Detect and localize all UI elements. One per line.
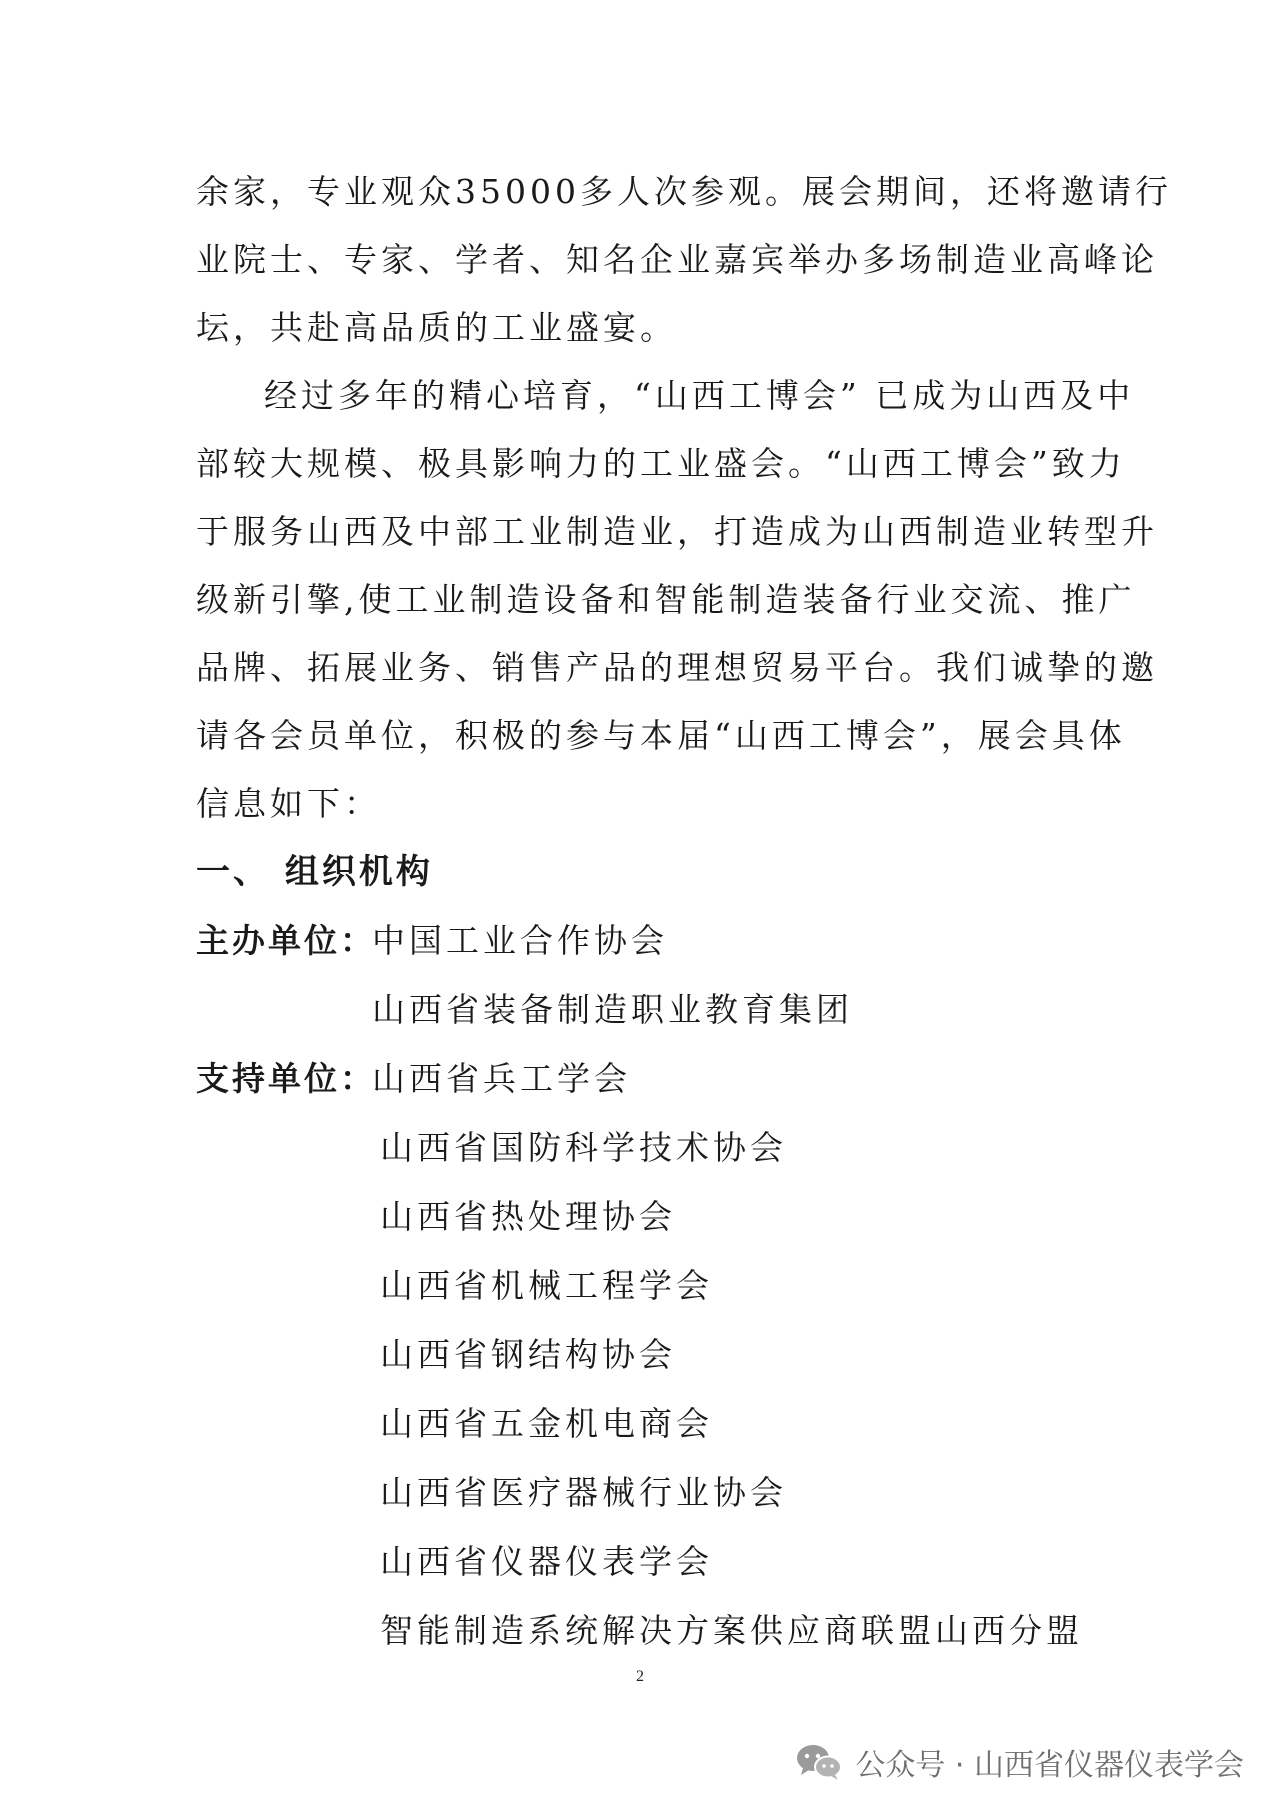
wechat-icon xyxy=(795,1742,843,1782)
supporter-name: 山西省热处理协会 xyxy=(380,1197,676,1236)
supporter-row xyxy=(196,1320,1096,1389)
organizers-label: 主办单位： xyxy=(196,921,376,960)
supporter-row xyxy=(196,1113,1096,1182)
supporter-name: 山西省兵工学会 xyxy=(372,1059,631,1098)
supporter-name: 山西省国防科学技术协会 xyxy=(380,1128,787,1167)
watermark-text: 公众号 · 山西省仪器仪表学会 xyxy=(855,1748,1244,1783)
supporter-row xyxy=(196,1527,1096,1596)
document-body xyxy=(196,158,1172,1665)
supporter-name: 山西省医疗器械行业协会 xyxy=(380,1473,787,1512)
supporter-row xyxy=(196,1044,1096,1113)
wechat-watermark xyxy=(795,1740,1244,1784)
section-heading: 一、 组织机构 xyxy=(196,852,433,892)
supporter-name: 山西省机械工程学会 xyxy=(380,1266,713,1305)
text-line: 业院士、专家、学者、知名企业嘉宾举办多场制造业高峰论 xyxy=(196,240,1158,279)
supporter-row xyxy=(196,1458,1096,1527)
text-line: 余家，专业观众35000多人次参观。展会期间，还将邀请行 xyxy=(196,172,1172,211)
text-line: 品牌、拓展业务、销售产品的理想贸易平台。我们诚挚的邀 xyxy=(196,648,1158,687)
supporter-name: 山西省仪器仪表学会 xyxy=(380,1542,713,1581)
supporters-block xyxy=(196,1044,1096,1665)
organizer-name: 山西省装备制造职业教育集团 xyxy=(372,990,853,1029)
paragraph-continuation xyxy=(196,158,1172,362)
supporter-name: 山西省五金机电商会 xyxy=(380,1404,713,1443)
organizer-name: 中国工业合作协会 xyxy=(372,921,668,960)
text-line: 于服务山西及中部工业制造业，打造成为山西制造业转型升 xyxy=(196,512,1158,551)
supporters-label: 支持单位： xyxy=(196,1059,376,1098)
supporter-name: 山西省钢结构协会 xyxy=(380,1335,676,1374)
organizers-block xyxy=(196,906,1096,1044)
text-line: 部较大规模、极具影响力的工业盛会。“山西工博会”致力 xyxy=(196,444,1126,483)
text-line: 经过多年的精心培育，“山西工博会” 已成为山西及中 xyxy=(264,376,1135,415)
supporter-row xyxy=(196,1251,1096,1320)
supporter-name: 智能制造系统解决方案供应商联盟山西分盟 xyxy=(380,1611,1083,1650)
paragraph-intro xyxy=(196,362,1158,838)
text-line: 级新引擎,使工业制造设备和智能制造装备行业交流、推广 xyxy=(196,580,1136,619)
supporter-row xyxy=(196,1389,1096,1458)
text-line: 请各会员单位，积极的参与本届“山西工博会”，展会具体 xyxy=(196,716,1126,755)
page-number: 2 xyxy=(636,1668,644,1685)
supporter-row xyxy=(196,1596,1096,1665)
organizer-row xyxy=(196,975,1096,1044)
text-line: 信息如下： xyxy=(196,784,381,823)
supporter-row xyxy=(196,1182,1096,1251)
text-line: 坛，共赴高品质的工业盛宴。 xyxy=(196,308,677,347)
organizer-row xyxy=(196,906,1096,975)
